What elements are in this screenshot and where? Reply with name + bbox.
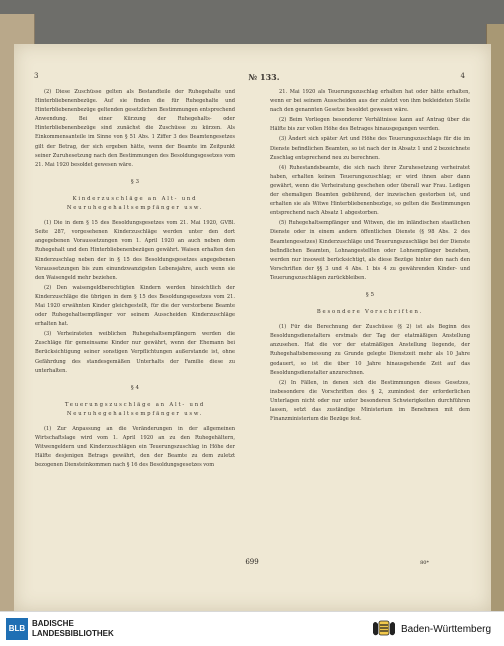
- blb-logo-icon[interactable]: BLB: [6, 618, 28, 640]
- paragraph: (3) Ändert sich später Art und Höhe des Teuerungszuschlags für die im Dienste befindlichen Beamten, so ist nach der in Absatz 1 und 2 bezeichnete Zuschlag entsprechend neu zu berechnen.: [270, 136, 470, 161]
- baden-wuerttemberg-coat-of-arms-icon[interactable]: [371, 618, 397, 640]
- section-heading: Teuerungszuschläge an Alt- und Neuruhegehaltsempfänger usw.: [64, 401, 206, 417]
- paragraph: (1) Zur Anpassung an die Veränderungen in der allgemeinen Wirtschaftslage wird vom 1. April 1920 an zu den Ruhegehältern, Witwengeldern und Kinderzuschlägen ein Teuerungszuschlag in Höhe der Hälfte desjenigen Betrags gewährt, den der Beamte zu dem zuletzt bezogenen Diensteinkommen nach § 16 des Besoldungsgesetzes vom: [35, 426, 235, 469]
- paragraph: (4) Ruhestandsbeamte, die sich nach ihrer Zuruhesetzung verheiratet haben, erhalten keinen Teuerungszuschlag; er wird ihnen aber dann gewährt, wenn die Verheiratung geschehen oder überall war Frau. Ledigen der ehemaligen Beamten gebührend, der inzwischen gestorben ist, und erhalten sie als Witwe Hinterbliebenenbezüge, so gelten die Bestimmungen entsprechend nach Absatz 1 abgestorben.: [270, 164, 470, 217]
- section-heading: Besondere Vorschriften.: [316, 309, 424, 316]
- section-heading: Kinderzuschläge an Alt- und Neuruhegehaltsempfänger usw.: [66, 195, 204, 212]
- right-text-column: [270, 88, 470, 425]
- left-text-column: [35, 88, 235, 471]
- paragraph: (3) Verheirateten weiblichen Ruhegehaltsempfängern werden die Zuschläge für gemeinsame Kinder nur gewährt, wenn der Ehemann bei Berücksichtigung seiner sonstigen Verpflichtungen außerstande ist, ohne Gefährdung des standesgemäßen Unterhalts der Familie diese zu unterhalten.: [35, 331, 235, 374]
- running-head-left-number: 3: [34, 72, 39, 80]
- section-number: § 5: [365, 291, 375, 298]
- paragraph: (2) Diese Zuschüsse gelten als Bestandteile der Ruhegehalte und Hinterbliebenenbezüge. Auf sie finden die für Ruhegehalte und Hinterbliebenenbezüge geltenden gesetzlichen Bestimmungen entsprechend Anwendung. Bei einer Kürzung der Ruhegehalts- oder Hinterbliebenenbezüge sind zunächst die Zuschüsse zu kürzen. Als Einkommensanteile im Sinne von § 51 Abs. 1 Ziffer 3 des Beamtengesetzes gilt der Betrag, der sich ergeben hätte, wenn der Beamte im Zeitpunkt seiner Zuruhesetzung nach den Bestimmungen des Besoldungsgesetzes vom 21. Mai 1920 besoldet gewesen wäre.: [35, 89, 235, 168]
- running-head-right-number: 4: [460, 72, 465, 80]
- paragraph: (2) Den waisengeldberechtigten Kindern werden hinsichtlich der Kinderzuschläge die übrigen in dem § 15 des Besoldungsgesetzes vom 21. Mai 1920 erwähnten Kinder gleichgestellt, für die der verstorbene Beamte oder Ruhegehaltsempfänger vor seinem Ausscheiden Kinderzuschläge erhalten hat.: [35, 284, 235, 328]
- section-number: § 3: [130, 178, 140, 185]
- paragraph: 21. Mai 1920 als Teuerungszuschlag erhalten hat oder hätte erhalten, wenn er bei seinem Ausscheiden aus der zuletzt von ihm bekleideten Stelle nach den genannten Gesetze besoldet gewesen wäre.: [270, 89, 470, 114]
- running-head-issue-number: № 133.: [248, 72, 280, 82]
- page-number: 699: [245, 558, 259, 566]
- paragraph: (5) Ruhegehaltsempfänger und Witwen, die im inländischen staatlichen Dienste oder in einem andern öffentlichen Dienste (§ 98 Abs. 2 des Beamtengesetzes) Kinderzuschläge und Teuerungszuschläge bei der Dienste befindlichen Beamten, Lohnangestellten oder Lohnempfänger beziehen, werden nur insoweit berücksichtigt, als diese Bezüge hinter den nach den Vorschriften der §§ 3 und 4 Abs. 1 bis 4 zu gewährenden Kinder- und Teuerungszuschlägen zurückbleiben.: [270, 220, 470, 281]
- section-number: § 4: [130, 384, 140, 391]
- blb-name-line1: BADISCHE: [32, 619, 74, 628]
- document-page: [14, 44, 491, 611]
- paragraph: (1) Die in dem § 15 des Besoldungsgesetzes vom 21. Mai 1920, GVBl. Seite 287, vorgesehenen Kinderzuschläge werden unter den dort angegebenen Voraussetzungen vom 1. April 1920 an auch neben dem Ruhegehalt und den Hinterbliebenenbezügen gewährt. Waisen erhalten den Kinderzuschlag neben der in § 15 des Besoldungsgesetzes angegebenen Voraussetzungen bis zum einundzwanzigsten Lebensjahre, auch wenn sie den Waisengeld mehr beziehen.: [35, 220, 235, 281]
- blb-name-line2: LANDESBIBLIOTHEK: [32, 628, 114, 638]
- paragraph: (1) Für die Berechnung der Zuschüsse (§ 2) ist als Beginn des Besoldungsdienstalters erstmals der Tag der etatmäßigen Anstellung anzusehen. Hat die vor der etatmäßigen Anstellung liegende, der Ruhegehaltsbemessung zu Grunde gelegte Dienstzeit mehr als 10 Jahre gedauert, so ist die über 10 Jahre hinausgehende Zeit auf das Besoldungsdienstalter anzurechnen.: [270, 324, 470, 376]
- paragraph: (2) Beim Vorliegen besonderer Verhältnisse kann auf Antrag über die Hälfte bis zur vollen Höhe des Betrages hinausgegangen werden.: [270, 117, 470, 133]
- blb-name[interactable]: [32, 619, 114, 638]
- signature-mark: 80*: [420, 560, 429, 566]
- footer-bar: [0, 611, 504, 646]
- baden-wuerttemberg-label[interactable]: Baden-Württemberg: [401, 624, 492, 635]
- paragraph: (2) In Fällen, in denen sich die Bestimmungen dieses Gesetzes, insbesondere die Vorschriften des § 2, zumindest der erforderlichen Unterlagen nicht oder nur unter besonderen Schwierigkeiten durchführen lassen, setzt das zuständige Ministerium im Benehmen mit dem Finanzministerium die Bezüge fest.: [270, 379, 470, 423]
